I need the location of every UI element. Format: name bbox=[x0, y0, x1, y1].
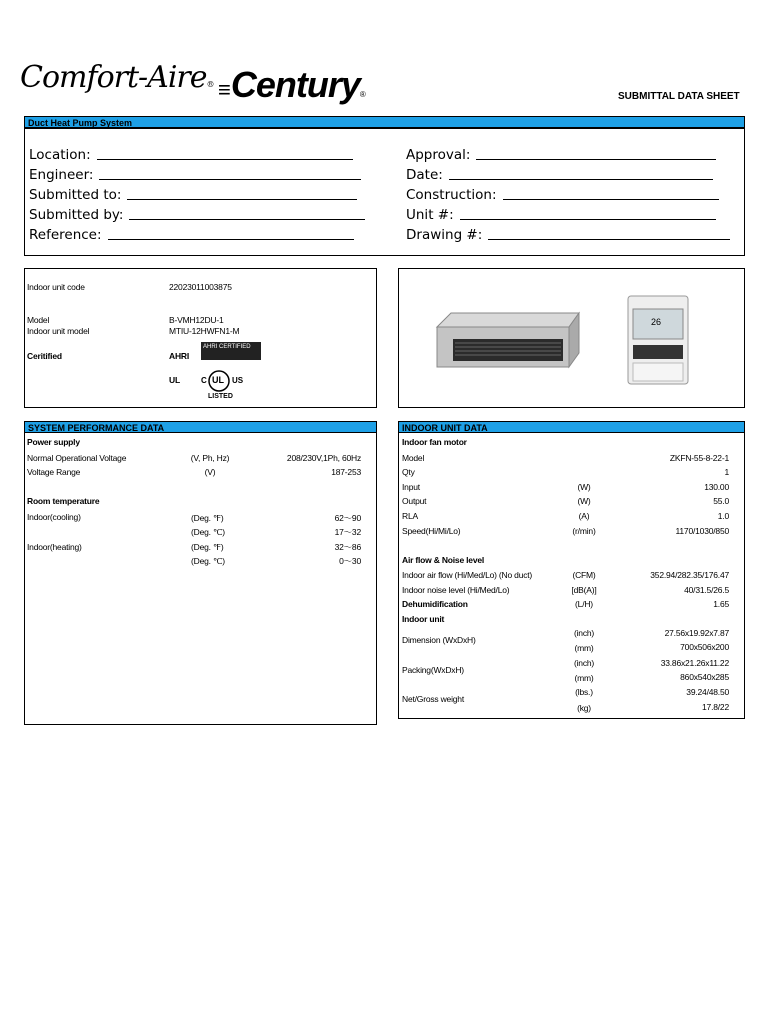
packing-unit-mm: (mm) bbox=[574, 673, 594, 683]
packing-label: Packing(WxDxH) bbox=[402, 665, 464, 675]
temp-value: 62～90 bbox=[334, 513, 361, 523]
fan-row-unit: (r/min) bbox=[572, 526, 596, 536]
indoor-unit-heading: Indoor unit bbox=[402, 614, 445, 624]
fan-row-unit: (W) bbox=[577, 482, 591, 492]
product-image-box bbox=[398, 268, 745, 408]
fan-row-unit: (A) bbox=[578, 511, 590, 521]
cooling-label: Indoor(cooling) bbox=[27, 512, 81, 522]
field-approval[interactable]: Approval: bbox=[406, 147, 716, 163]
wired-controller-image: 26 bbox=[627, 295, 689, 390]
ul-listed-icon: C UL US LISTED bbox=[201, 367, 251, 403]
indoor-unit-data-box bbox=[398, 433, 745, 719]
page-title: SUBMITTAL DATA SHEET bbox=[618, 91, 740, 102]
field-submitted-by[interactable]: Submitted by: bbox=[29, 207, 365, 223]
temp-value: 17～32 bbox=[334, 527, 361, 537]
fan-row-value: 1.0 bbox=[717, 511, 729, 521]
airflow-label: Indoor air flow (Hi/Med/Lo) (No duct) bbox=[402, 570, 533, 580]
noise-label: Indoor noise level (Hi/Med/Lo) bbox=[402, 585, 510, 595]
dimension-unit-mm: (mm) bbox=[574, 643, 594, 653]
voltage-label: Normal Operational Voltage bbox=[27, 453, 127, 463]
noise-unit: [dB(A)] bbox=[571, 585, 597, 595]
field-date[interactable]: Date: bbox=[406, 167, 713, 183]
weight-label: Net/Gross weight bbox=[402, 694, 464, 704]
packing-unit-inch: (inch) bbox=[573, 658, 595, 668]
fan-row-value: 130.00 bbox=[704, 482, 729, 492]
fan-row-label: Qty bbox=[402, 467, 415, 477]
temp-unit: (Deg. ℃) bbox=[191, 527, 225, 537]
field-location[interactable]: Location: bbox=[29, 147, 353, 163]
duct-unit-image bbox=[431, 309, 581, 376]
airflow-unit: (CFM) bbox=[572, 570, 596, 580]
indoor-model-label: Indoor unit model bbox=[27, 326, 90, 336]
ahri-label: AHRI bbox=[169, 351, 189, 361]
weight-lbs-value: 39.24/48.50 bbox=[686, 687, 729, 697]
noise-value: 40/31.5/26.5 bbox=[684, 585, 729, 595]
certified-label: Ceritified bbox=[27, 351, 62, 361]
dehumidification-value: 1.65 bbox=[713, 599, 729, 609]
fan-row-label: Speed(Hi/Mi/Lo) bbox=[402, 526, 461, 536]
heating-label: Indoor(heating) bbox=[27, 542, 82, 552]
voltage-unit: (V, Ph, Hz) bbox=[190, 453, 230, 463]
weight-unit-kg: (kg) bbox=[577, 703, 591, 713]
fan-row-unit: (W) bbox=[577, 496, 591, 506]
voltage-value: 208/230V,1Ph, 60Hz bbox=[286, 453, 361, 463]
weight-unit-lbs: (lbs.) bbox=[575, 687, 593, 697]
speed-lines-icon: ≡ bbox=[218, 77, 231, 102]
model-label: Model bbox=[27, 315, 50, 325]
comfort-aire-logo: Comfort-Aire® bbox=[20, 60, 214, 95]
temp-unit: (Deg. ℉) bbox=[191, 513, 224, 523]
field-engineer[interactable]: Engineer: bbox=[29, 167, 361, 183]
room-temperature-heading: Room temperature bbox=[27, 496, 100, 506]
field-unit-number[interactable]: Unit #: bbox=[406, 207, 716, 223]
system-type-bar: Duct Heat Pump System bbox=[24, 116, 745, 128]
packing-inch-value: 33.86x21.26x11.22 bbox=[660, 658, 729, 668]
voltage-range-unit: (V) bbox=[204, 467, 216, 477]
fan-motor-heading: Indoor fan motor bbox=[402, 437, 467, 447]
dimension-unit-inch: (inch) bbox=[573, 628, 595, 638]
power-supply-heading: Power supply bbox=[27, 437, 80, 447]
weight-kg-value: 17.8/22 bbox=[702, 702, 729, 712]
airflow-heading: Air flow & Noise level bbox=[402, 555, 485, 565]
field-reference[interactable]: Reference: bbox=[29, 227, 354, 243]
project-info-box bbox=[24, 128, 745, 256]
dimension-inch-value: 27.56x19.92x7.87 bbox=[664, 628, 729, 638]
indoor-unit-code-label: Indoor unit code bbox=[27, 282, 85, 292]
temp-unit: (Deg. ℃) bbox=[191, 556, 225, 566]
ahri-certified-badge: AHRI CERTIFIED bbox=[201, 342, 261, 360]
dehumidification-unit: (L/H) bbox=[575, 599, 593, 609]
airflow-value: 352.94/282.35/176.47 bbox=[650, 570, 729, 580]
fan-row-value: 55.0 bbox=[713, 496, 729, 506]
indoor-model-value: MTIU-12HWFN1-M bbox=[169, 326, 240, 336]
fan-row-label: Output bbox=[402, 496, 427, 506]
field-construction[interactable]: Construction: bbox=[406, 187, 719, 203]
field-submitted-to[interactable]: Submitted to: bbox=[29, 187, 357, 203]
fan-row-label: Model bbox=[402, 453, 425, 463]
fan-row-value: 1 bbox=[724, 467, 729, 477]
system-performance-bar: SYSTEM PERFORMANCE DATA bbox=[24, 421, 377, 433]
model-value: B-VMH12DU-1 bbox=[169, 315, 224, 325]
unit-info-box bbox=[24, 268, 377, 408]
temp-unit: (Deg. ℉) bbox=[191, 542, 224, 552]
dimension-mm-value: 700x506x200 bbox=[680, 642, 729, 652]
dimension-label: Dimension (WxDxH) bbox=[402, 635, 476, 645]
fan-row-label: Input bbox=[402, 482, 420, 492]
fan-row-value: 1170/1030/850 bbox=[675, 526, 729, 536]
ul-label: UL bbox=[169, 375, 180, 385]
century-logo: ≡Century® bbox=[218, 64, 366, 105]
voltage-range-value: 187-253 bbox=[331, 467, 361, 477]
indoor-unit-data-bar: INDOOR UNIT DATA bbox=[398, 421, 745, 433]
dehumidification-label: Dehumidification bbox=[402, 599, 468, 609]
fan-row-label: RLA bbox=[402, 511, 418, 521]
temp-value: 0～30 bbox=[339, 556, 361, 566]
fan-row-value: ZKFN-55-8-22-1 bbox=[669, 453, 729, 463]
voltage-range-label: Voltage Range bbox=[27, 467, 81, 477]
indoor-unit-code-value: 22023011003875 bbox=[169, 282, 232, 292]
temp-value: 32～86 bbox=[334, 542, 361, 552]
system-performance-box bbox=[24, 433, 377, 725]
packing-mm-value: 860x540x285 bbox=[680, 672, 729, 682]
field-drawing-number[interactable]: Drawing #: bbox=[406, 227, 730, 243]
